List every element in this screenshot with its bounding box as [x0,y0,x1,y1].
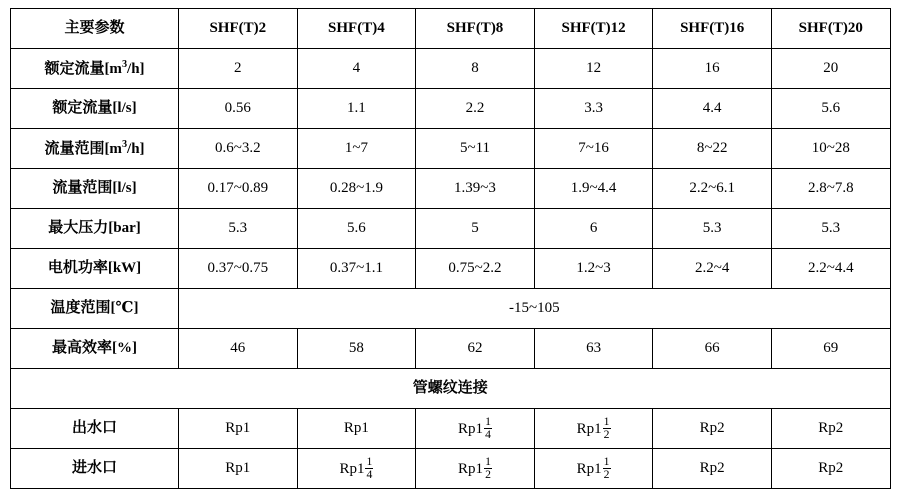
label-superscript: 3 [121,138,128,150]
cell-value: 1~7 [297,129,416,169]
fraction-denominator: 2 [603,428,610,441]
table-header-row [11,9,891,49]
header-model-6: SHF(T)20 [771,9,890,49]
cell-value: 2.2 [416,89,535,129]
cell-value-inlet-2 [297,449,416,489]
cell-value: 8 [416,49,535,89]
table-row [11,409,891,449]
label-prefix: 额定流量[m [44,60,122,77]
cell-value: 58 [297,329,416,369]
row-label-outlet: 出水口 [11,409,179,449]
table-row [11,449,891,489]
cell-value: 2 [179,49,298,89]
cell-value: 0.75~2.2 [416,249,535,289]
fraction-denominator: 2 [485,468,491,481]
fraction-denominator: 4 [366,468,373,481]
fraction [365,456,373,480]
cell-value-outlet-4 [534,409,653,449]
fraction-numerator: 1 [485,415,491,429]
table-row [11,169,891,209]
cell-value: 1.1 [297,89,416,129]
cell-value-inlet-4 [534,449,653,489]
value-base: Rp1 [576,421,602,438]
cell-value: 5.3 [771,209,890,249]
row-label-max-pressure: 最大压力[bar] [11,209,179,249]
cell-value: 5.6 [771,89,890,129]
cell-value: 0.17~0.89 [179,169,298,209]
label-prefix: 流量范围[m [44,140,122,157]
cell-value: 0.6~3.2 [179,129,298,169]
cell-value-outlet-3 [416,409,535,449]
value-base: Rp1 [225,460,251,477]
cell-value: 3.3 [534,89,653,129]
cell-value: 4 [297,49,416,89]
cell-value: 10~28 [771,129,890,169]
header-model-2: SHF(T)4 [297,9,416,49]
row-label-flow-range-m3h [11,129,179,169]
cell-value: 0.37~1.1 [297,249,416,289]
fraction-numerator: 1 [603,415,610,429]
table-row [11,129,891,169]
label-suffix: /h] [127,60,145,77]
row-label-motor-power: 电机功率[kW] [11,249,179,289]
cell-value: 5.3 [653,209,772,249]
cell-value: 46 [179,329,298,369]
cell-value-outlet-2 [297,409,416,449]
cell-value: 5.6 [297,209,416,249]
cell-value-inlet-3 [416,449,535,489]
fraction [484,456,492,480]
value-base: Rp1 [458,461,484,478]
fraction-denominator: 2 [603,468,610,481]
fraction [603,456,611,480]
row-label-inlet: 进水口 [11,449,179,489]
section-title-thread-connection: 管螺纹连接 [11,369,891,409]
cell-value: 63 [534,329,653,369]
cell-value: 8~22 [653,129,772,169]
value-base: Rp1 [343,420,369,437]
cell-value-merged-temperature: -15~105 [179,289,891,329]
value-base: Rp1 [576,461,602,478]
row-label-max-efficiency: 最高效率[%] [11,329,179,369]
value-base: Rp2 [699,420,725,437]
table-row [11,329,891,369]
cell-value: 5.3 [179,209,298,249]
value-base: Rp1 [225,420,251,437]
cell-value: 2.8~7.8 [771,169,890,209]
cell-value: 12 [534,49,653,89]
fraction-numerator: 1 [603,455,610,469]
table-row [11,209,891,249]
value-base: Rp2 [699,460,725,477]
cell-value: 6 [534,209,653,249]
cell-value: 1.9~4.4 [534,169,653,209]
header-model-5: SHF(T)16 [653,9,772,49]
row-label-temperature-range: 温度范围[℃] [11,289,179,329]
fraction-denominator: 4 [485,428,491,441]
table-row [11,49,891,89]
cell-value-inlet-6 [771,449,890,489]
cell-value-inlet-5 [653,449,772,489]
cell-value: 0.37~0.75 [179,249,298,289]
value-base: Rp1 [339,461,365,478]
header-model-1: SHF(T)2 [179,9,298,49]
row-label-rated-flow-ls: 额定流量[l/s] [11,89,179,129]
cell-value: 1.2~3 [534,249,653,289]
value-base: Rp2 [818,420,844,437]
cell-value: 2.2~4.4 [771,249,890,289]
cell-value: 7~16 [534,129,653,169]
pump-specification-table [10,8,891,489]
cell-value: 1.39~3 [416,169,535,209]
cell-value: 2.2~6.1 [653,169,772,209]
value-base: Rp1 [458,421,484,438]
cell-value: 62 [416,329,535,369]
cell-value: 4.4 [653,89,772,129]
cell-value: 0.28~1.9 [297,169,416,209]
cell-value: 2.2~4 [653,249,772,289]
cell-value: 5~11 [416,129,535,169]
cell-value-outlet-6 [771,409,890,449]
fraction-numerator: 1 [485,455,491,469]
cell-value-outlet-1 [179,409,298,449]
fraction [484,416,492,440]
fraction-numerator: 1 [366,455,373,469]
cell-value: 66 [653,329,772,369]
section-title-row [11,369,891,409]
header-model-4: SHF(T)12 [534,9,653,49]
table-row [11,89,891,129]
fraction [603,416,611,440]
row-label-rated-flow-m3h [11,49,179,89]
table-row [11,289,891,329]
cell-value: 16 [653,49,772,89]
cell-value: 5 [416,209,535,249]
cell-value: 20 [771,49,890,89]
cell-value-outlet-5 [653,409,772,449]
value-base: Rp2 [818,460,844,477]
label-superscript: 3 [121,58,128,70]
cell-value: 0.56 [179,89,298,129]
cell-value: 69 [771,329,890,369]
row-label-flow-range-ls: 流量范围[l/s] [11,169,179,209]
label-suffix: /h] [127,140,145,157]
table-row [11,249,891,289]
header-model-3: SHF(T)8 [416,9,535,49]
cell-value-inlet-1 [179,449,298,489]
header-parameter-label: 主要参数 [11,9,179,49]
